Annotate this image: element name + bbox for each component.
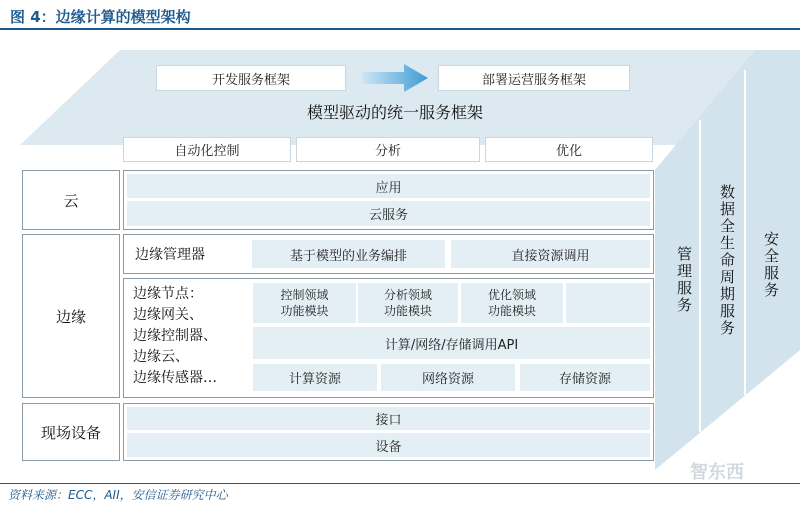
compute-cell: 计算资源 — [253, 364, 377, 391]
deploy-framework: 部署运营服务框架 — [438, 65, 630, 91]
figure-title: 图 4：边缘计算的模型架构 — [10, 8, 191, 26]
security-service: 安全服务 — [762, 231, 780, 299]
edge-node-item: 边缘网关、 — [133, 307, 203, 323]
unified-framework: 模型驱动的统一服务框架 — [306, 102, 483, 122]
lifecycle-service: 数据全生命周期服务 — [718, 183, 736, 337]
watermark: 智东西 — [690, 462, 744, 483]
dev-framework: 开发服务框架 — [156, 65, 346, 91]
footer-rule — [0, 483, 800, 484]
field-label: 现场设备 — [40, 423, 101, 442]
control-domain-line2: 功能模块 — [280, 304, 329, 318]
api-cell: 计算/网络/存储调用API — [253, 327, 650, 359]
cloud-service-cell: 云服务 — [127, 201, 650, 226]
cloud-label: 云 — [63, 191, 79, 210]
analysis-domain-line1: 分析领域 — [383, 288, 432, 302]
title-rule — [0, 28, 800, 30]
optimize-domain-line1: 优化领域 — [487, 288, 536, 302]
edge-node-item: 边缘云、 — [133, 349, 189, 365]
optimize-domain-line2: 功能模块 — [487, 304, 536, 318]
auto-control: 自动化控制 — [123, 137, 291, 162]
optimize-domain-cell — [461, 283, 563, 323]
arrow-right-icon — [362, 64, 430, 92]
interface-cell: 接口 — [127, 407, 650, 430]
edge-label: 边缘 — [55, 307, 86, 326]
analysis-domain-line2: 功能模块 — [383, 304, 432, 318]
management-service: 管理服务 — [675, 246, 693, 314]
edge-node-item: 边缘传感器… — [133, 370, 217, 386]
network-cell: 网络资源 — [381, 364, 515, 391]
source-note: 资料来源：ECC，AII，安信证券研究中心 — [8, 488, 228, 502]
app-cell: 应用 — [127, 174, 650, 198]
edge-node-item: 边缘节点： — [133, 286, 203, 302]
control-domain-cell — [253, 283, 356, 323]
edge-manager: 边缘管理器 — [135, 247, 205, 263]
storage-cell: 存储资源 — [520, 364, 650, 391]
device-cell: 设备 — [127, 433, 650, 457]
orchestration-cell: 基于模型的业务编排 — [252, 240, 445, 268]
analysis: 分析 — [296, 137, 480, 162]
optimize: 优化 — [485, 137, 653, 162]
control-domain-line1: 控制领域 — [280, 288, 329, 302]
direct-call-cell: 直接资源调用 — [451, 240, 650, 268]
edge-node-item: 边缘控制器、 — [133, 328, 217, 344]
empty-domain-cell — [566, 283, 650, 323]
edge-node-list — [133, 284, 251, 389]
analysis-domain-cell — [358, 283, 458, 323]
